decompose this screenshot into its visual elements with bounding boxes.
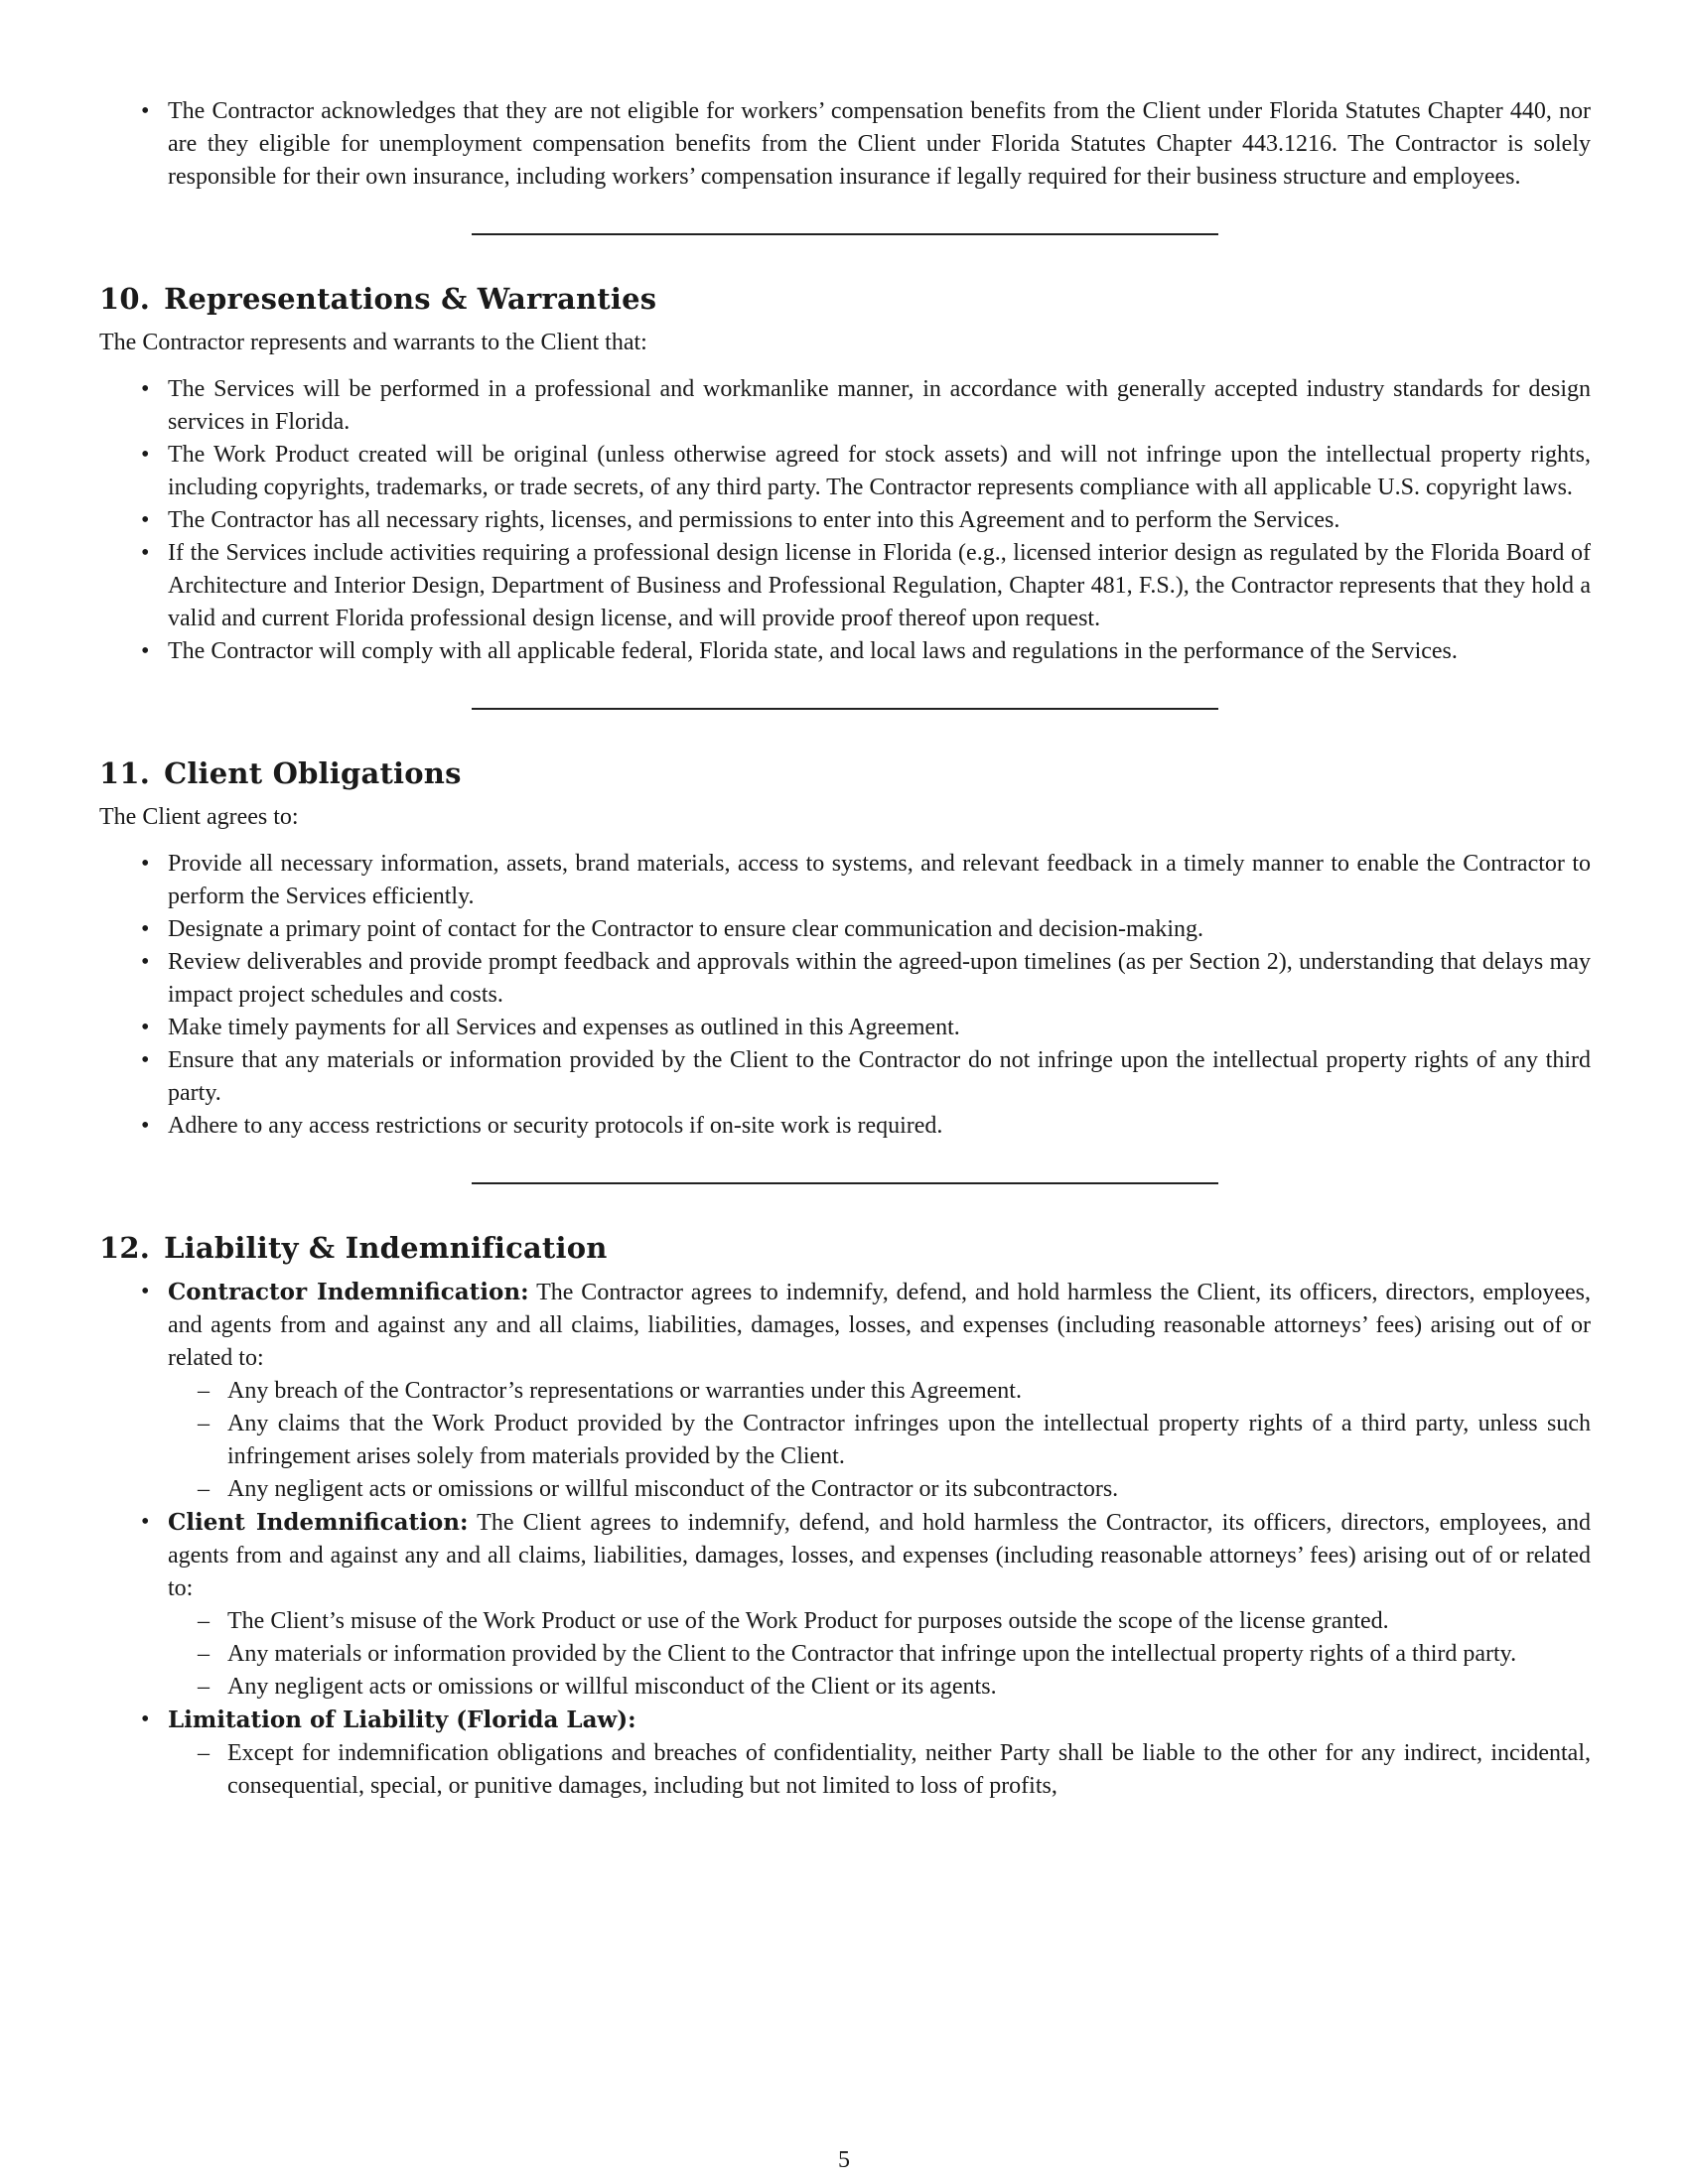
client-obligations-list: [99, 848, 1591, 1143]
client-indemnification-item: [99, 1506, 1591, 1704]
item-text: The Client agrees to indemnify, defend, and hold harmless the Contractor, its officers, directors, employees, and agents from and against any and all claims, liabilities, damages, losses, and expenses (including reasonable attorneys’ fees) arising out of or related to:: [168, 1510, 1591, 1601]
sub-item: – Any negligent acts or omissions or willful misconduct of the Client or its agents.: [168, 1671, 1591, 1704]
list-item: • Designate a primary point of contact for the Contractor to ensure clear communication and decision-making.: [99, 913, 1591, 946]
section-divider: [472, 233, 1218, 235]
list-item: • Ensure that any materials or information provided by the Client to the Contractor do not infringe upon the intellectual property rights of any third party.: [99, 1044, 1591, 1110]
section-heading-11: 11. Client Obligations: [99, 756, 462, 790]
section-intro: The Client agrees to:: [99, 804, 299, 830]
document-page: [99, 95, 1591, 1803]
section-divider: [472, 1182, 1218, 1184]
sub-item: – Except for indemnification obligations and breaches of confidentiality, neither Party shall be liable to the other for any indirect, incidental, consequential, special, or punitive damages, including but not limited to loss of profits,: [168, 1737, 1591, 1803]
sub-list: [168, 1737, 1591, 1803]
sub-list: [168, 1375, 1591, 1506]
list-item: • Review deliverables and provide prompt feedback and approvals within the agreed-upon timelines (as per Section 2), understanding that delays may impact project schedules and costs.: [99, 946, 1591, 1012]
limitation-of-liability-item: [99, 1704, 1591, 1803]
sub-list: [168, 1605, 1591, 1704]
list-item: • If the Services include activities requiring a professional design license in Florida (e.g., licensed interior design as regulated by the Florida Board of Architecture and Interior Design, Department of Business and Professional Regulation, Chapter 481, F.S.), the Contractor represents that they hold a valid and current Florida professional design license, and will provide proof thereof upon request.: [99, 537, 1591, 635]
item-lead: Contractor Indemnification:: [168, 1279, 529, 1305]
sub-item: – Any breach of the Contractor’s representations or warranties under this Agreement.: [168, 1375, 1591, 1408]
list-item: • The Contractor has all necessary rights, licenses, and permissions to enter into this Agreement and to perform the Services.: [99, 504, 1591, 537]
section-divider: [472, 708, 1218, 710]
list-item: • The Contractor will comply with all applicable federal, Florida state, and local laws and regulations in the performance of the Services.: [99, 635, 1591, 668]
list-item: • The Contractor acknowledges that they are not eligible for workers’ compensation benefits from the Client under Florida Statutes Chapter 440, nor are they eligible for unemployment compensation benefits from the Client under Florida Statutes Chapter 443.1216. The Contractor is solely responsible for their own insurance, including workers’ compensation insurance if legally required for their business structure and employees.: [99, 95, 1591, 194]
liability-list: [99, 1276, 1591, 1803]
list-item: • Adhere to any access restrictions or security protocols if on-site work is required.: [99, 1110, 1591, 1143]
section-intro: The Contractor represents and warrants to the Client that:: [99, 330, 647, 355]
list-item: • The Work Product created will be original (unless otherwise agreed for stock assets) and will not infringe upon the intellectual property rights, including copyrights, trademarks, or trade secrets, of any third party. The Contractor represents compliance with all applicable U.S. copyright laws.: [99, 439, 1591, 504]
workers-comp-list: [99, 95, 1591, 194]
sub-item: – Any materials or information provided by the Client to the Contractor that infringe upon the intellectual property rights of a third party.: [168, 1638, 1591, 1671]
section-heading-12: 12. Liability & Indemnification: [99, 1231, 608, 1265]
item-lead: Client Indemnification:: [168, 1509, 469, 1536]
item-lead: Limitation of Liability (Florida Law):: [168, 1706, 636, 1733]
item-text: The Contractor agrees to indemnify, defend, and hold harmless the Client, its officers, directors, employees, and agents from and against any and all claims, liabilities, damages, losses, and expenses (including reasonable attorneys’ fees) arising out of or related to:: [168, 1280, 1591, 1371]
page-number: 5: [838, 2147, 850, 2173]
list-item: • Provide all necessary information, assets, brand materials, access to systems, and relevant feedback in a timely manner to enable the Contractor to perform the Services efficiently.: [99, 848, 1591, 913]
list-item: • Make timely payments for all Services and expenses as outlined in this Agreement.: [99, 1012, 1591, 1044]
list-item: • The Services will be performed in a professional and workmanlike manner, in accordance with generally accepted industry standards for design services in Florida.: [99, 373, 1591, 439]
warranties-list: [99, 373, 1591, 668]
sub-item: – The Client’s misuse of the Work Product or use of the Work Product for purposes outside the scope of the license granted.: [168, 1605, 1591, 1638]
section-heading-10: 10. Representations & Warranties: [99, 282, 657, 316]
contractor-indemnification-item: [99, 1276, 1591, 1506]
sub-item: – Any claims that the Work Product provided by the Contractor infringes upon the intellectual property rights of a third party, unless such infringement arises solely from materials provided by the Client.: [168, 1408, 1591, 1473]
sub-item: – Any negligent acts or omissions or willful misconduct of the Contractor or its subcontractors.: [168, 1473, 1591, 1506]
